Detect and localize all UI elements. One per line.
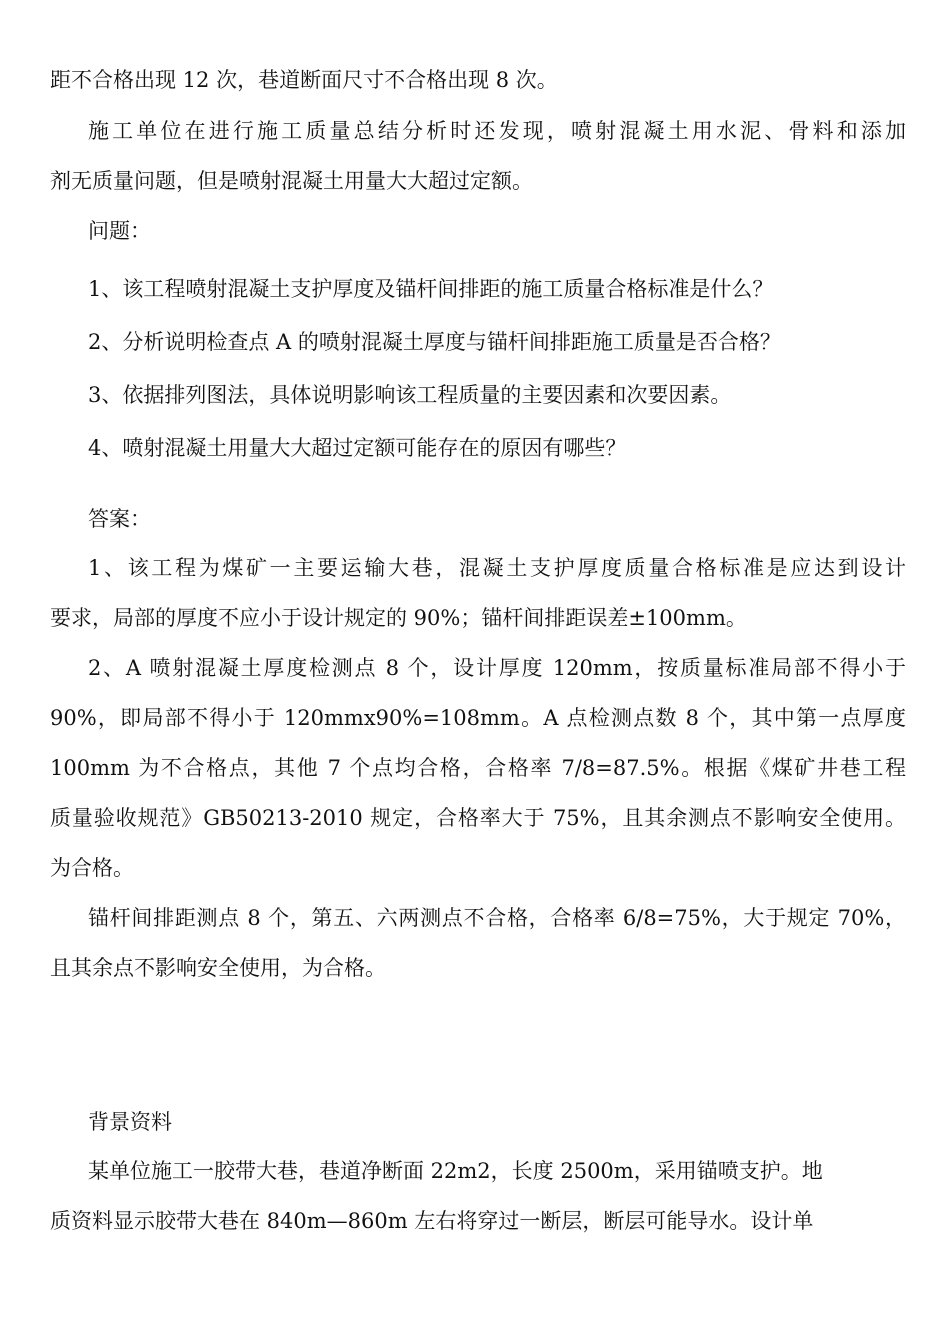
answer-1: 1、该工程为煤矿一主要运输大巷，混凝土支护厚度质量合格标准是应达到设计 <box>88 556 906 580</box>
answer-2-bolt-spacing: 锚杆间排距测点 8 个，第五、六两测点不合格，合格率 6/8=75%，大于规定 70%， <box>88 906 906 930</box>
question-4: 4、喷射混凝土用量大大超过定额可能存在的原因有哪些？ <box>88 436 627 460</box>
question-2: 2、分析说明检查点 A 的喷射混凝土厚度与锚杆间排距施工质量是否合格？ <box>88 330 781 354</box>
answer-2-cont-2: 100mm 为不合格点，其他 7 个点均合格，合格率 7/8=87.5%。根据《煤矿井巷工程 <box>50 756 906 780</box>
answer-2-cont-1: 90%，即局部不得小于 120mmx90%=108mm。A 点检测点数 8 个，其中第一点厚度 <box>50 706 906 730</box>
answer-2: 2、A 喷射混凝土厚度检测点 8 个，设计厚度 120mm，按质量标准局部不得小于 <box>88 656 906 680</box>
text-line-continuation: 距不合格出现 12 次，巷道断面尺寸不合格出现 8 次。 <box>50 68 558 92</box>
background-text-cont: 质资料显示胶带大巷在 840m—860m 左右将穿过一断层，断层可能导水。设计单 <box>50 1209 814 1233</box>
questions-heading: 问题： <box>88 219 151 243</box>
answers-heading: 答案： <box>88 507 151 531</box>
answer-2-cont-4: 为合格。 <box>50 856 134 880</box>
text-line-quality-analysis-cont: 剂无质量问题，但是喷射混凝土用量大大超过定额。 <box>50 169 533 193</box>
answer-1-cont: 要求，局部的厚度不应小于设计规定的 90%；锚杆间排距误差±100mm。 <box>50 606 747 630</box>
background-text: 某单位施工一胶带大巷，巷道净断面 22m2，长度 2500m，采用锚喷支护。地 <box>88 1159 823 1183</box>
question-1: 1、该工程喷射混凝土支护厚度及锚杆间排距的施工质量合格标准是什么？ <box>88 277 774 301</box>
answer-2-cont-3: 质量验收规范》GB50213-2010 规定，合格率大于 75%，且其余测点不影响安全使用。 <box>50 806 906 830</box>
question-3: 3、依据排列图法，具体说明影响该工程质量的主要因素和次要因素。 <box>88 383 732 407</box>
background-heading: 背景资料 <box>88 1110 172 1134</box>
answer-2-bolt-spacing-cont: 且其余点不影响安全使用，为合格。 <box>50 956 386 980</box>
text-line-quality-analysis: 施工单位在进行施工质量总结分析时还发现，喷射混凝土用水泥、骨料和添加 <box>88 119 906 143</box>
